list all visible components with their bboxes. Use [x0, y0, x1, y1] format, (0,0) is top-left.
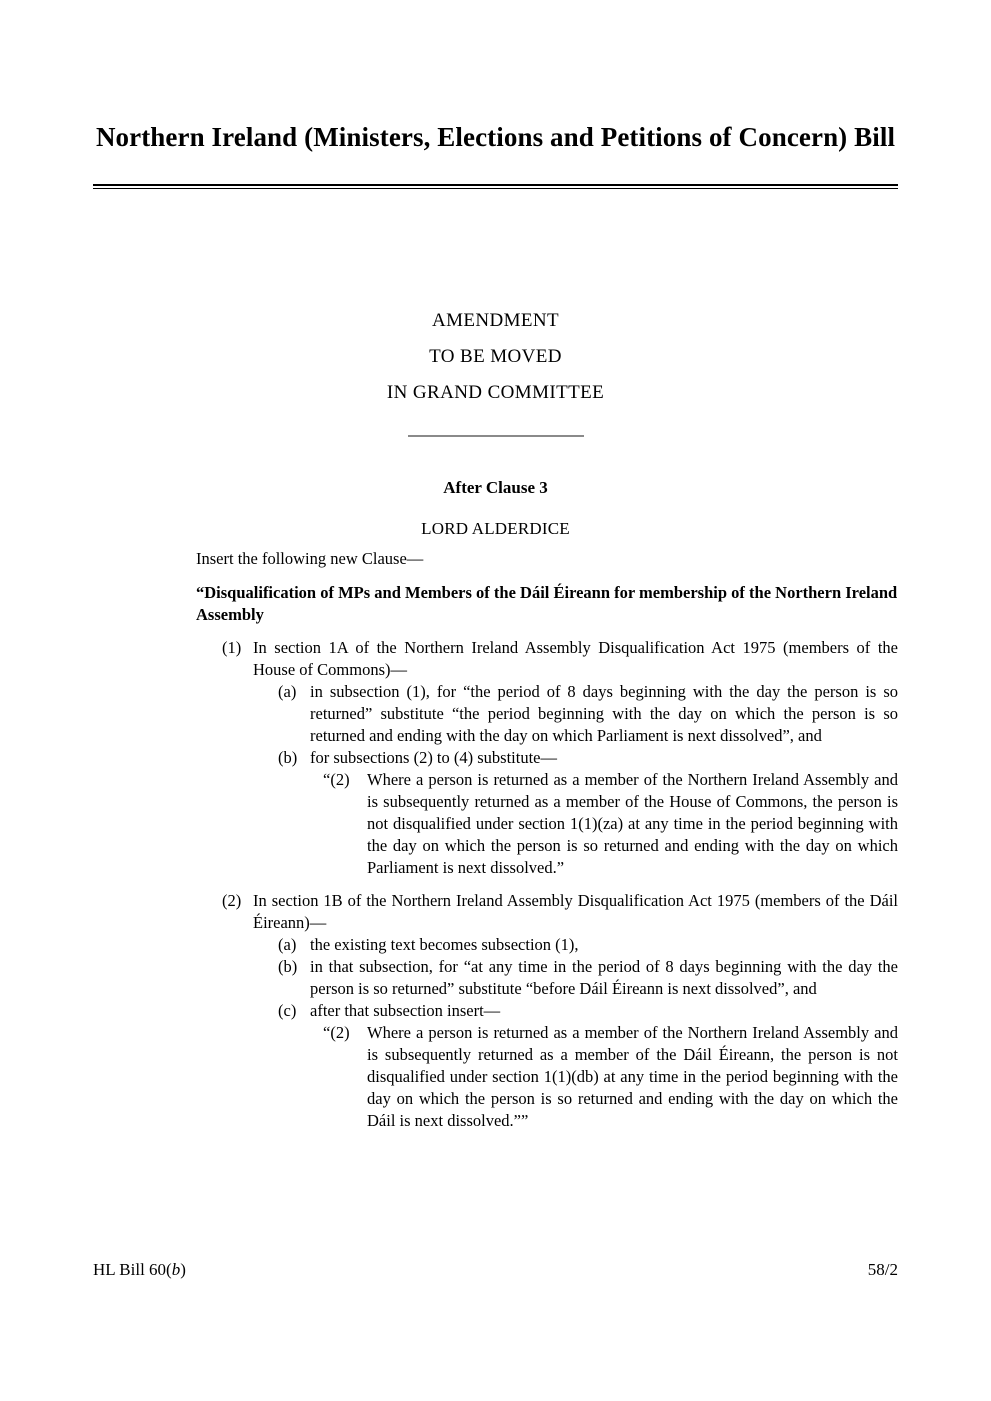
after-clause-heading: After Clause 3 — [443, 478, 548, 497]
page-title: Northern Ireland (Ministers, Elections and Petitions of Concern) Bill — [95, 122, 896, 153]
heading-line-in-grand-committee: IN GRAND COMMITTEE — [386, 382, 605, 403]
list-marker: (a) — [278, 935, 297, 954]
list-marker: (a) — [278, 682, 297, 701]
heading-short-divider — [408, 435, 584, 437]
bill-number-suffix: ) — [180, 1260, 186, 1279]
new-clause-heading: “Disqualification of MPs and Members of the Dáil Éireann for membership of the Northern Ireland Assembly — [196, 583, 898, 624]
list-marker: “(2) — [323, 1023, 350, 1042]
mover-name: LORD ALDERDICE — [421, 519, 570, 538]
list-item — [222, 637, 898, 681]
list-text: In section 1A of the Northern Ireland Assembly Disqualification Act 1975 (members of the House of Commons)— — [253, 638, 898, 679]
bill-number — [93, 1259, 186, 1281]
list-text: Where a person is returned as a member of the Northern Ireland Assembly and is subsequently returned as a member of the House of Commons, the person is not disqualified under section 1(1)(za) at any time in the period beginning with the day on which the person is so returned and ending with the day on which Parliament is next dissolved.” — [367, 770, 898, 877]
amendment-number: 58/2 — [867, 1260, 898, 1279]
list-item — [278, 681, 898, 747]
lead-instruction: Insert the following new Clause— — [196, 549, 424, 568]
list-marker: (2) — [222, 891, 242, 910]
list-marker: (b) — [278, 748, 298, 767]
list-item — [278, 1000, 898, 1022]
list-marker: (c) — [278, 1001, 297, 1020]
paragraph-spacer — [196, 879, 898, 890]
amendment-body — [196, 548, 898, 1132]
amendment-heading-block — [93, 303, 898, 437]
list-marker: (b) — [278, 957, 298, 976]
title-divider — [93, 184, 898, 189]
list-item — [278, 934, 898, 956]
heading-line-to-be-moved: TO BE MOVED — [429, 346, 562, 367]
quoted-subsection — [323, 1022, 898, 1132]
list-text: in subsection (1), for “the period of 8 days beginning with the day the person is so returned” substitute “the period beginning with the day on which the person is so returned and ending with the day on which Parliament is next dissolved”, and — [310, 682, 898, 745]
list-marker: (1) — [222, 638, 242, 657]
bill-number-letter: b — [171, 1260, 181, 1279]
heading-line-amendment: AMENDMENT — [431, 310, 560, 331]
list-text: in that subsection, for “at any time in the period of 8 days beginning with the day the person is so returned” substitute “before Dáil Éireann is next dissolved”, and — [310, 957, 898, 998]
quoted-subsection — [323, 769, 898, 879]
bill-number-prefix: HL Bill 60( — [93, 1260, 172, 1279]
list-text: In section 1B of the Northern Ireland Assembly Disqualification Act 1975 (members of the Dáil Éireann)— — [253, 891, 898, 932]
divider-thin-line — [93, 188, 898, 189]
list-text: Where a person is returned as a member of the Northern Ireland Assembly and is subsequently returned as a member of the Dáil Éireann, the person is not disqualified under section 1(1)(db) at any time in the period beginning with the day on which the person is so returned and ending with the day on which the Dáil is next dissolved.”” — [367, 1023, 898, 1130]
list-text: the existing text becomes subsection (1), — [310, 935, 579, 954]
page-footer — [93, 1259, 898, 1281]
list-item — [278, 956, 898, 1000]
list-marker: “(2) — [323, 770, 350, 789]
list-item — [222, 890, 898, 934]
list-text: after that subsection insert— — [310, 1001, 501, 1020]
list-item — [278, 747, 898, 769]
list-text: for subsections (2) to (4) substitute— — [310, 748, 558, 767]
